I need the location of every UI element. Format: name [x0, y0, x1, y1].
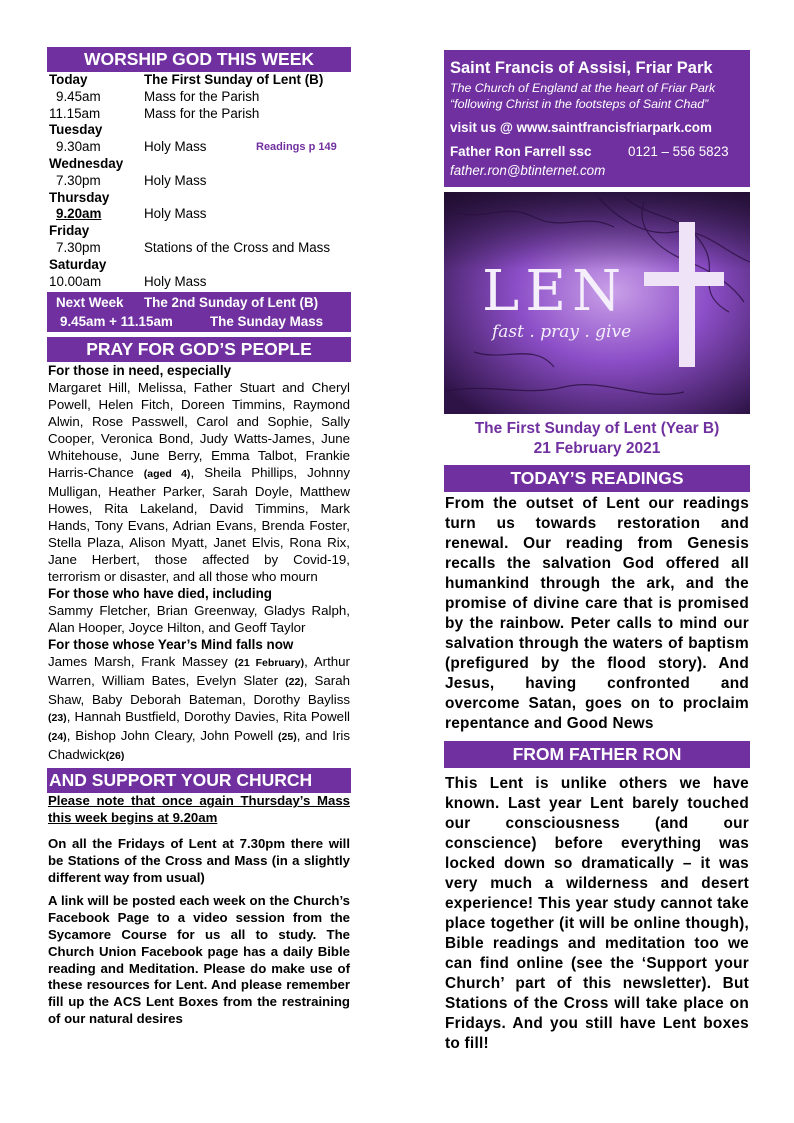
schedule-row	[47, 139, 351, 156]
schedule-row	[47, 206, 351, 223]
phone-number: 0121 – 556 5823	[628, 144, 729, 159]
schedule-row	[47, 274, 351, 291]
service-title: The First Sunday of Lent (B)	[144, 72, 324, 87]
service-time: 9.20am	[56, 206, 102, 222]
schedule-row-friday	[47, 223, 351, 240]
schedule-row-wednesday	[47, 156, 351, 173]
need-names: Margaret Hill, Melissa, Father Stuart and Cheryl Powell, Helen Fitch, Doreen Timmins, Raymond Alwin, Rose Passwell, Carol and Sophie, Sally Cooper, Veronica Bond, Judy Watts-James, June Whitehouse, June Berry, Emma Talbot, Frankie Harris-Chance	[48, 380, 350, 481]
sunday-date: 21 February 2021	[533, 440, 661, 457]
service-time: 11.15am	[49, 105, 101, 121]
yearsmind-heading: For those whose Year’s Mind falls now	[48, 637, 294, 653]
schedule-row-thursday	[47, 190, 351, 207]
yearsmind-list	[48, 653, 350, 765]
service-time: 9.45am	[56, 88, 101, 104]
thursday-note: Please note that once again Thursday’s Mass this week begins at 9.20am	[48, 793, 350, 826]
died-list: Sammy Fletcher, Brian Greenway, Gladys Ralph, Alan Hooper, Joyce Hilton, and Geoff Taylor	[48, 603, 350, 636]
died-heading: For those who have died, including	[48, 586, 272, 602]
ym-date: (24)	[48, 731, 67, 744]
day-label: Wednesday	[49, 155, 124, 171]
parish-motto: “following Christ in the footsteps of Saint Chad”	[450, 97, 709, 111]
right-column	[444, 50, 750, 1054]
next-week-times: 9.45am + 11.15am	[60, 314, 173, 330]
fridays-para: On all the Fridays of Lent at 7.30pm there will be Stations of the Cross and Mass (in a slightly different way from usual)	[48, 835, 350, 885]
support-heading: AND SUPPORT YOUR CHURCH	[47, 768, 351, 793]
pray-section	[47, 362, 351, 765]
pray-heading: PRAY FOR GOD’S PEOPLE	[47, 337, 351, 362]
parish-info-box	[444, 50, 750, 187]
service-desc: Holy Mass	[144, 172, 207, 188]
next-week-box	[47, 292, 351, 332]
day-label: Today	[49, 72, 88, 87]
lent-graphic	[444, 192, 750, 414]
schedule-row	[47, 106, 351, 123]
ym-names: , and Iris Chadwick	[48, 728, 350, 763]
schedule-row-today	[47, 72, 351, 89]
sunday-title-block	[444, 419, 750, 459]
schedule-row	[47, 240, 351, 257]
service-time: 7.30pm	[56, 172, 101, 188]
father-ron-heading: FROM FATHER RON	[444, 741, 750, 768]
schedule-row-tuesday	[47, 122, 351, 139]
service-desc: Holy Mass	[144, 273, 207, 289]
schedule-row	[47, 173, 351, 190]
aged-note: (aged 4)	[143, 468, 191, 481]
ym-date: (22)	[285, 676, 304, 689]
service-desc: Stations of the Cross and Mass	[144, 239, 331, 255]
lent-subtitle: fast . pray . give	[492, 322, 632, 342]
parish-tagline: The Church of England at the heart of Friar Park	[450, 81, 716, 95]
service-desc: Holy Mass	[144, 206, 207, 222]
service-time: 10.00am	[49, 273, 102, 289]
day-label: Friday	[49, 223, 90, 239]
need-names-cont: , Sheila Phillips, Johnny Mulligan, Heather Parker, Sarah Doyle, Matthew Howes, Rita Lakeland, David Timmins, Mark Hands, Tony Evans, Adrian Evans, Brenda Foster, Stella Plaza, Alison Myatt, Janet Elvis, Rona Rix, Jane Herbert, those affected by Covid-19, terrorism or disaster, and all those who mourn	[48, 465, 350, 585]
priest-name: Father Ron Farrell ssc	[450, 144, 592, 159]
readings-text: From the outset of Lent our readings turn us towards restoration and renewal. Our reading from Genesis recalls the salvation God offered all humankind through the ark, and the promise of divine care that is promised by the rainbow. Peter calls to mind our salvation through the waters of baptism (prefigured by the flood story). And Jesus, having confronted and overcome Satan, goes on to proclaim repentance and Good News	[445, 495, 749, 732]
ym-names: , Bishop John Cleary, John Powell	[66, 728, 279, 744]
schedule-row	[47, 89, 351, 106]
email-link[interactable]: father.ron@btinternet.com	[450, 163, 606, 178]
facebook-para: A link will be posted each week on the Church’s Facebook Page to a video session from the Sycamore Course for us all to study. The Church Union Facebook page has a daily Bible reading and Meditation. Please do make use of these resources for Lent. And please remember fill up the ACS Lent Boxes from the restraining of our natural desires	[48, 893, 350, 1026]
service-desc: Mass for the Parish	[144, 88, 260, 104]
next-week-desc: The Sunday Mass	[210, 314, 324, 330]
next-week-label: Next Week	[56, 295, 124, 311]
website-link[interactable]: visit us @ www.saintfrancisfriarpark.com	[450, 120, 712, 135]
readings-heading: TODAY’S READINGS	[444, 465, 750, 492]
ym-names: , Sarah Shaw, Baby Deborah Bateman, Dorothy Bayliss	[48, 673, 350, 708]
need-heading: For those in need, especially	[48, 363, 232, 379]
readings-page-ref: Readings p 149	[256, 141, 337, 154]
day-label: Thursday	[49, 189, 110, 205]
sunday-title: The First Sunday of Lent (Year B)	[474, 420, 720, 437]
lent-image	[444, 192, 750, 414]
need-list	[48, 379, 350, 585]
next-week-title: The 2nd Sunday of Lent (B)	[144, 295, 319, 311]
father-ron-text: This Lent is unlike others we have known. Last year Lent barely touched our consciousness (and our conscience) before everything was locked down so dramatically – it was very much a wilderness and desert experience! This year study cannot take place together (it will be online though), Bible readings and meditation too we can find online (see the ‘Support your Church’ part of this newsletter). But Stations of the Cross will take place on Fridays. And you still have Lent boxes to fill!	[445, 775, 749, 1052]
ym-names: , Arthur Warren, William Bates, Evelyn Slater	[48, 654, 350, 689]
parish-name: Saint Francis of Assisi, Friar Park	[450, 59, 713, 77]
support-section	[47, 793, 351, 1027]
service-desc: Holy Mass	[144, 139, 207, 155]
service-time: 9.30am	[56, 139, 101, 155]
ym-date: (26)	[105, 750, 125, 763]
left-column	[47, 47, 351, 1035]
worship-heading: WORSHIP GOD THIS WEEK	[47, 47, 351, 72]
ym-date: (21 February)	[234, 657, 305, 670]
day-label: Saturday	[49, 256, 107, 272]
service-time: 7.30pm	[56, 239, 101, 255]
lent-word: LEN	[482, 259, 628, 324]
schedule-row-saturday	[47, 257, 351, 274]
service-desc: Mass for the Parish	[144, 105, 260, 121]
day-label: Tuesday	[49, 122, 103, 138]
ym-names: James Marsh, Frank Massey	[48, 654, 235, 670]
ym-names: , Hannah Bustfield, Dorothy Davies, Rita Powell	[66, 709, 350, 725]
worship-schedule	[47, 72, 351, 290]
ym-date: (23)	[48, 712, 67, 725]
ym-date: (25)	[278, 731, 297, 744]
